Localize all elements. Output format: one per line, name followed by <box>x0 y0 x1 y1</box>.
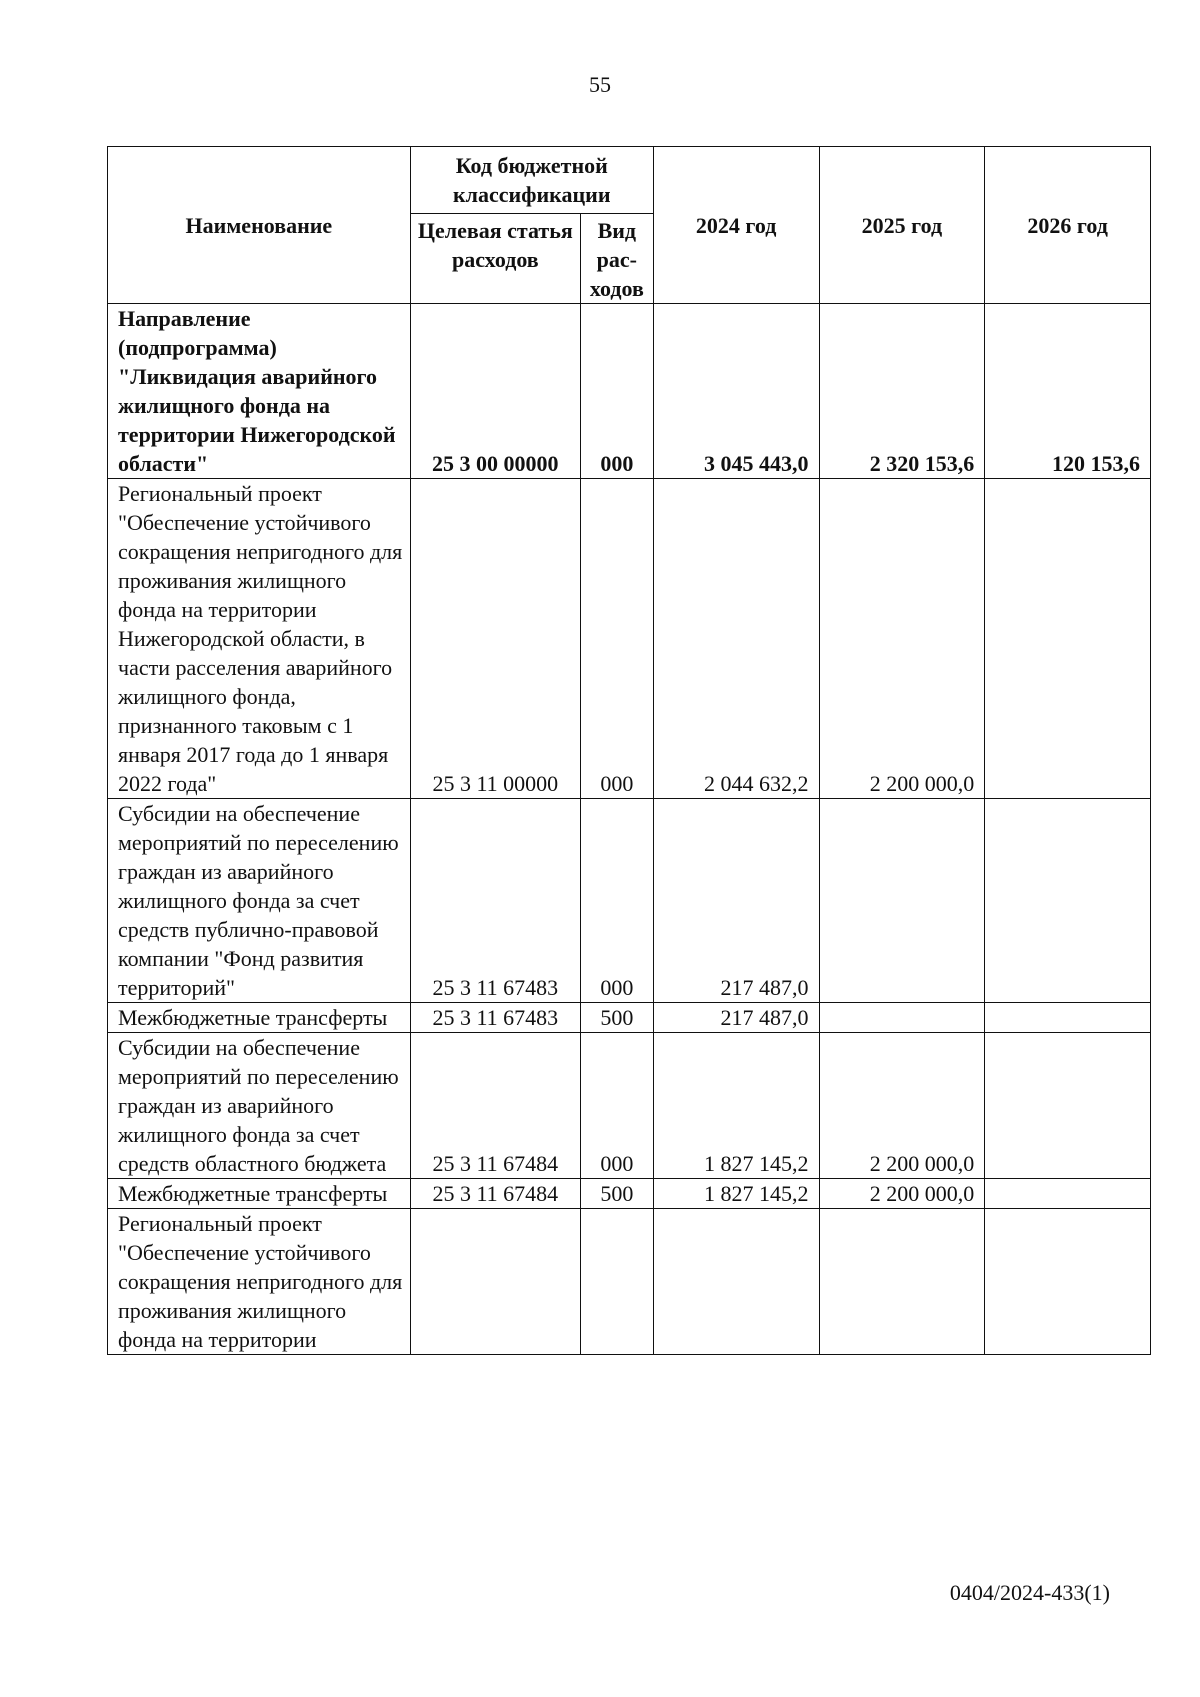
row-kind: 500 <box>580 1179 653 1209</box>
row-code: 25 3 00 00000 <box>410 304 580 479</box>
row-kind: 000 <box>580 304 653 479</box>
document-number: 0404/2024-433(1) <box>949 1580 1110 1605</box>
table-row <box>108 479 1151 799</box>
row-2025: 2 200 000,0 <box>819 479 985 799</box>
row-2024 <box>653 1209 819 1355</box>
header-code-group: Код бюджетной классификации <box>410 147 653 214</box>
header-target: Целевая статья расходов <box>410 214 580 304</box>
row-name: Региональный проект "Обеспечение устойчивого сокращения непригодного для проживания жилищного фонда на территории <box>108 1209 411 1355</box>
row-name: Региональный проект "Обеспечение устойчивого сокращения непригодного для проживания жилищного фонда на территории Нижегородской области, в части расселения аварийного жилищного фонда, признанного таковым с 1 января 2017 года до 1 января 2022 года" <box>108 479 411 799</box>
row-name: Межбюджетные трансферты <box>108 1003 411 1033</box>
header-2025: 2025 год <box>819 147 985 304</box>
table-row <box>108 304 1151 479</box>
row-2024: 1 827 145,2 <box>653 1033 819 1179</box>
table-row <box>108 799 1151 1003</box>
table-row <box>108 1179 1151 1209</box>
row-code <box>410 1209 580 1355</box>
header-row-top <box>108 147 1151 214</box>
page-number: 55 <box>589 72 611 97</box>
row-2025 <box>819 1003 985 1033</box>
row-kind: 000 <box>580 1033 653 1179</box>
row-code: 25 3 11 67484 <box>410 1179 580 1209</box>
table-row <box>108 1003 1151 1033</box>
row-2026 <box>985 1003 1151 1033</box>
budget-table <box>107 146 1151 1355</box>
row-2024: 217 487,0 <box>653 799 819 1003</box>
row-2025: 2 320 153,6 <box>819 304 985 479</box>
row-2026 <box>985 479 1151 799</box>
row-2026 <box>985 1033 1151 1179</box>
row-2026 <box>985 1179 1151 1209</box>
table-body <box>108 304 1151 1355</box>
row-name: Направление (подпрограмма) "Ликвидация аварийного жилищного фонда на территории Нижегородской области" <box>108 304 411 479</box>
row-2025 <box>819 1209 985 1355</box>
row-2024: 3 045 443,0 <box>653 304 819 479</box>
row-2026 <box>985 799 1151 1003</box>
row-code: 25 3 11 67483 <box>410 799 580 1003</box>
row-kind: 500 <box>580 1003 653 1033</box>
row-2025: 2 200 000,0 <box>819 1033 985 1179</box>
row-code: 25 3 11 67484 <box>410 1033 580 1179</box>
row-code: 25 3 11 00000 <box>410 479 580 799</box>
row-2025: 2 200 000,0 <box>819 1179 985 1209</box>
row-name: Субсидии на обеспечение мероприятий по переселению граждан из аварийного жилищного фонда за счет средств областного бюджета <box>108 1033 411 1179</box>
row-2024: 2 044 632,2 <box>653 479 819 799</box>
header-kind: Вид рас-ходов <box>580 214 653 304</box>
row-2024: 217 487,0 <box>653 1003 819 1033</box>
row-kind <box>580 1209 653 1355</box>
row-2026: 120 153,6 <box>985 304 1151 479</box>
row-2026 <box>985 1209 1151 1355</box>
row-name: Субсидии на обеспечение мероприятий по переселению граждан из аварийного жилищного фонда за счет средств публично-правовой компании "Фонд развития территорий" <box>108 799 411 1003</box>
table-row <box>108 1033 1151 1179</box>
header-2026: 2026 год <box>985 147 1151 304</box>
row-code: 25 3 11 67483 <box>410 1003 580 1033</box>
table-row <box>108 1209 1151 1355</box>
header-name: Наименование <box>108 147 411 304</box>
row-2025 <box>819 799 985 1003</box>
row-name: Межбюджетные трансферты <box>108 1179 411 1209</box>
header-2024: 2024 год <box>653 147 819 304</box>
row-2024: 1 827 145,2 <box>653 1179 819 1209</box>
row-kind: 000 <box>580 799 653 1003</box>
row-kind: 000 <box>580 479 653 799</box>
